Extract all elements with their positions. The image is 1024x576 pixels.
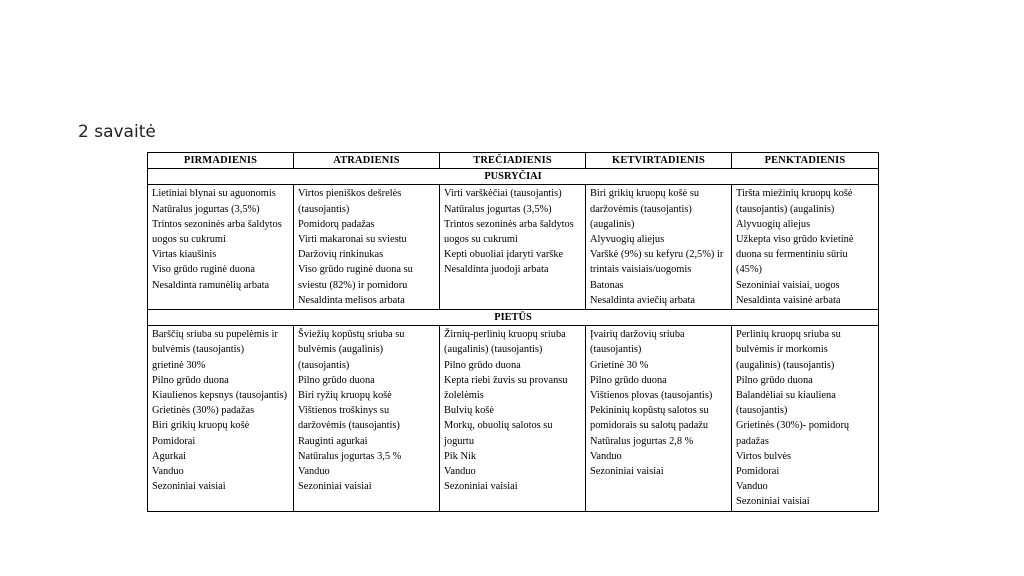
menu-item: Trintos sezoninės arba šaldytos uogos su cukrumi	[152, 218, 282, 246]
menu-item: Sezoniniai vaisiai, uogos	[736, 279, 840, 291]
menu-item: Barščių sriuba su pupelėmis ir bulvėmis (tausojantis)	[152, 329, 278, 356]
page-heading: 2 savaitė	[78, 122, 156, 142]
menu-item: Vanduo	[736, 481, 768, 493]
breakfast-cell-tuesday	[294, 185, 440, 310]
menu-item: Kiaulienos kepsnys (tausojantis)	[152, 390, 288, 402]
menu-item: Pilno grūdo duona	[152, 374, 229, 386]
menu-item: Vanduo	[444, 466, 476, 478]
menu-item: Grietinės (30%) padažas	[152, 405, 255, 417]
menu-item: Agurkai	[152, 450, 187, 462]
menu-item: Batonas	[590, 279, 624, 291]
menu-item: Natūralus jogurtas 3,5 %	[298, 450, 402, 462]
breakfast-cell-wednesday	[440, 185, 586, 310]
breakfast-cell-friday	[732, 185, 879, 310]
menu-item: Sezoniniai vaisiai	[152, 481, 226, 493]
menu-item: Virti makaronai su sviestu	[298, 234, 407, 246]
weekly-menu-table	[147, 152, 879, 512]
day-header-friday: PENKTADIENIS	[732, 153, 879, 169]
lunch-cell-wednesday	[440, 326, 586, 511]
menu-item: Balandėliai su kiauliena (tausojantis)	[736, 390, 836, 417]
menu-item: Natūralus jogurtas 2,8 %	[590, 435, 694, 447]
menu-item: Lietiniai blynai su aguonomis	[152, 188, 276, 200]
menu-item: Biri grikių kruopų košė	[152, 420, 250, 432]
menu-item: Daržovių rinkinukas	[298, 249, 384, 261]
menu-item: Grietinė 30 %	[590, 359, 649, 371]
menu-item: Šviežių kopūstų sriuba su bulvėmis (augalinis) (tausojantis)	[298, 329, 405, 371]
menu-item: Virti varškėčiai (tausojantis)	[444, 188, 562, 200]
menu-item: Biri grikių kruopų košė su daržovėmis (tausojantis) (augalinis)	[590, 188, 700, 230]
menu-item: Biri ryžių kruopų košė	[298, 390, 392, 402]
menu-item: Žirnių-perlinių kruopų sriuba (augalinis) (tausojantis)	[444, 329, 566, 356]
lunch-cell-thursday	[586, 326, 732, 511]
menu-item: Varškė (9%) su kefyru (2,5%) ir trintais vaisiais/uogomis	[590, 249, 724, 276]
breakfast-section-title: PUSRYČIAI	[148, 169, 879, 185]
menu-item: Vištienos troškinys su daržovėmis (tausojantis)	[298, 405, 400, 432]
menu-item: Perlinių kruopų sriuba su bulvėmis ir morkomis (augalinis) (tausojantis)	[736, 329, 841, 371]
menu-item: Vanduo	[298, 466, 330, 478]
menu-item: Viso grūdo ruginė duona	[152, 264, 255, 276]
menu-item: Pomidorai	[152, 435, 196, 447]
menu-item: Virtas kiaušinis	[152, 249, 217, 261]
breakfast-cell-thursday	[586, 185, 732, 310]
menu-item: Alyvuogių aliejus	[590, 234, 665, 246]
menu-item: Viso grūdo ruginė duona su sviestu (82%) ir pomidoru	[298, 264, 413, 291]
breakfast-cell-monday	[148, 185, 294, 310]
day-header-tuesday: ATRADIENIS	[294, 153, 440, 169]
menu-item: Natūralus jogurtas (3,5%)	[444, 203, 552, 215]
day-header-monday: PIRMADIENIS	[148, 153, 294, 169]
menu-item: Virtos bulvės	[736, 450, 792, 462]
menu-item: Nesaldinta aviečių arbata	[590, 294, 696, 306]
menu-item: Sezoniniai vaisiai	[736, 496, 810, 508]
menu-item: Pilno grūdo duona	[298, 374, 375, 386]
lunch-section-row	[148, 310, 879, 326]
menu-item: Sezoniniai vaisiai	[444, 481, 518, 493]
menu-item: Alyvuogių aliejus	[736, 218, 811, 230]
menu-item: Bulvių košė	[444, 405, 494, 417]
menu-item: Vanduo	[152, 466, 184, 478]
menu-item: Pilno grūdo duona	[590, 374, 667, 386]
menu-item: Užkepta viso grūdo kvietinė duona su fermentiniu sūriu (45%)	[736, 234, 854, 276]
menu-item: grietinė 30%	[152, 359, 206, 371]
menu-item: Pilno grūdo duona	[444, 359, 521, 371]
menu-item: Nesaldinta vaisinė arbata	[736, 294, 841, 306]
lunch-cell-tuesday	[294, 326, 440, 511]
menu-item: Nesaldinta melisos arbata	[298, 294, 405, 306]
menu-item: Nesaldinta ramunėlių arbata	[152, 279, 270, 291]
menu-item: Sezoniniai vaisiai	[590, 466, 664, 478]
day-header-thursday: KETVIRTADIENIS	[586, 153, 732, 169]
menu-item: Morkų, obuolių salotos su jogurtu	[444, 420, 553, 447]
menu-item: Natūralus jogurtas (3,5%)	[152, 203, 260, 215]
breakfast-meals-row	[148, 185, 879, 310]
menu-item: Sezoniniai vaisiai	[298, 481, 372, 493]
menu-item: Pomidorų padažas	[298, 218, 375, 230]
lunch-meals-row	[148, 326, 879, 511]
lunch-cell-monday	[148, 326, 294, 511]
menu-item: Pik Nik	[444, 450, 477, 462]
menu-item: Rauginti agurkai	[298, 435, 368, 447]
menu-item: Nesaldinta juodoji arbata	[444, 264, 549, 276]
day-header-row	[148, 153, 879, 169]
menu-item: Vištienos plovas (tausojantis)	[590, 390, 713, 402]
menu-item: Įvairių daržovių sriuba (tausojantis)	[590, 329, 685, 356]
menu-body	[148, 169, 879, 511]
menu-item: Pomidorai	[736, 466, 780, 478]
lunch-cell-friday	[732, 326, 879, 511]
day-header-wednesday: TREČIADIENIS	[440, 153, 586, 169]
menu-item: Tiršta miežinių kruopų košė (tausojantis) (augalinis)	[736, 188, 853, 215]
menu-item: Kepti obuoliai įdaryti varške	[444, 249, 564, 261]
menu-item: Grietinės (30%)- pomidorų padažas	[736, 420, 850, 447]
menu-item: Pekininių kopūstų salotos su pomidorais su salotų padažu	[590, 405, 709, 432]
menu-item: Virtos pieniškos dešrelės (tausojantis)	[298, 188, 402, 215]
breakfast-section-row	[148, 169, 879, 185]
menu-item: Trintos sezoninės arba šaldytos uogos su cukrumi	[444, 218, 574, 246]
lunch-section-title: PIETŪS	[148, 310, 879, 326]
menu-item: Kepta riebi žuvis su provansu žolelėmis	[444, 374, 568, 402]
menu-item: Pilno grūdo duona	[736, 374, 813, 386]
menu-item: Vanduo	[590, 450, 622, 462]
